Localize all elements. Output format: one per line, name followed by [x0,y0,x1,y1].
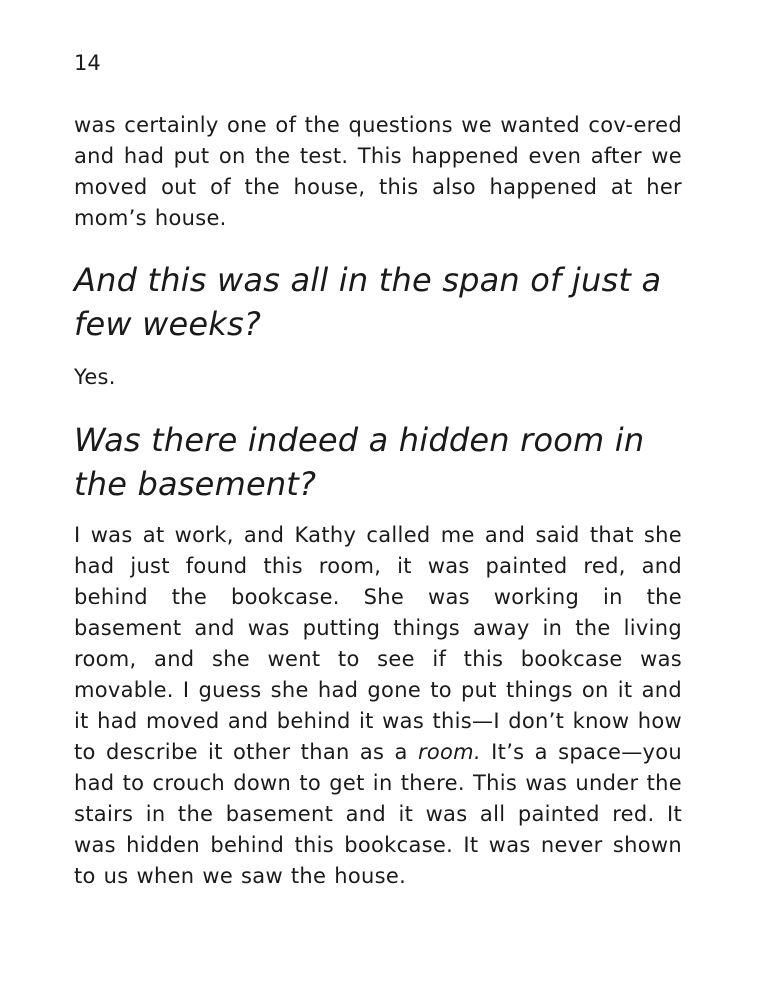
paragraph-text-after-emphasis: It’s a space—you had to crouch down to get in there. This was under the stairs in the basement and it was all painted red. It was hidden behind this bookcase. It was never shown to us when we saw the house. [74,740,682,888]
paragraph-text-before-emphasis: I was at work, and Kathy called me and said that she had just found this room, it was painted red, and behind the bookcase. She was working in the basement and was putting things away in the living room, and she went to see if this bookcase was movable. I guess she had gone to put things on it and it had moved and behind it was this—I don’t know how to describe it other than as a [74,523,682,764]
body-paragraph-continued: was certainly one of the questions we wanted cov-ered and had put on the test. This happened even after we moved out of the house, this also happened at her mom’s house. [74,113,682,230]
question-heading-hidden-room: Was there indeed a hidden room in the basement? [74,421,645,503]
body-paragraph-hidden-room [74,520,682,892]
page-number: 14 [74,51,101,75]
answer-paragraph-yes: Yes. [74,365,116,389]
question-heading-span-of-weeks: And this was all in the span of just a few weeks? [74,261,662,343]
emphasized-word: room. [417,740,481,764]
